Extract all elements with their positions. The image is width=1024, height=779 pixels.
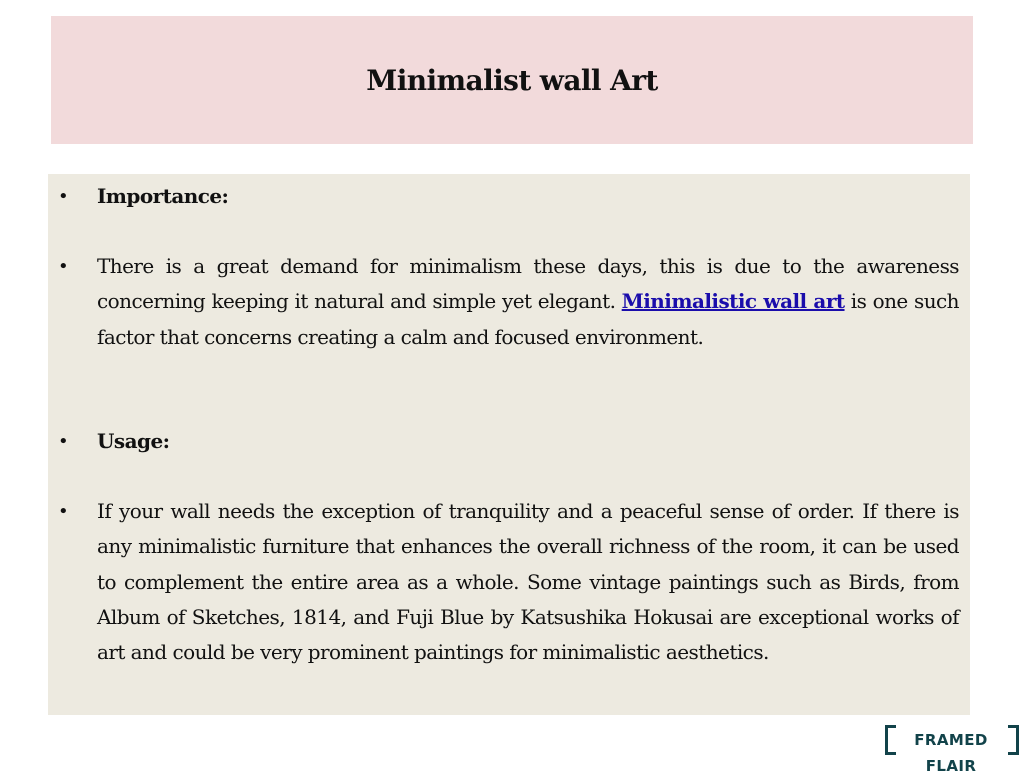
bullet-dot: •	[58, 431, 69, 452]
content-panel	[48, 174, 970, 715]
title-banner	[51, 16, 973, 144]
importance-paragraph	[97, 249, 959, 355]
bullet-dot: •	[58, 256, 69, 277]
bullet-dot: •	[58, 501, 69, 522]
logo-text: FRAMED FLAIR	[914, 731, 988, 775]
slide-title: Minimalist wall Art	[366, 63, 658, 97]
usage-paragraph: If your wall needs the exception of tranquility and a peaceful sense of order. If there is any minimalistic furniture that enhances the overall richness of the room, it can be used to complement the entire area as a whole. Some vintage paintings such as Birds, from Album of Sketches, 1814, and Fuji Blue by Katsushika Hokusai are exceptional works of art and could be very prominent paintings for minimalistic aesthetics.	[97, 499, 959, 665]
logo-bracket-right	[1008, 725, 1019, 755]
minimalistic-wall-art-link[interactable]: Minimalistic wall art	[621, 289, 845, 314]
importance-text-start: There is a great demand for minimalism these days, this is due to the awareness concerning keeping it natural and simple yet elegant.	[97, 254, 959, 314]
bullet-dot: •	[58, 186, 69, 207]
importance-text-end: is one such factor that concerns creating a calm and focused environment.	[97, 289, 960, 349]
usage-heading: Usage:	[97, 429, 170, 453]
framed-flair-logo	[885, 725, 1019, 775]
importance-heading: Importance:	[97, 184, 229, 208]
